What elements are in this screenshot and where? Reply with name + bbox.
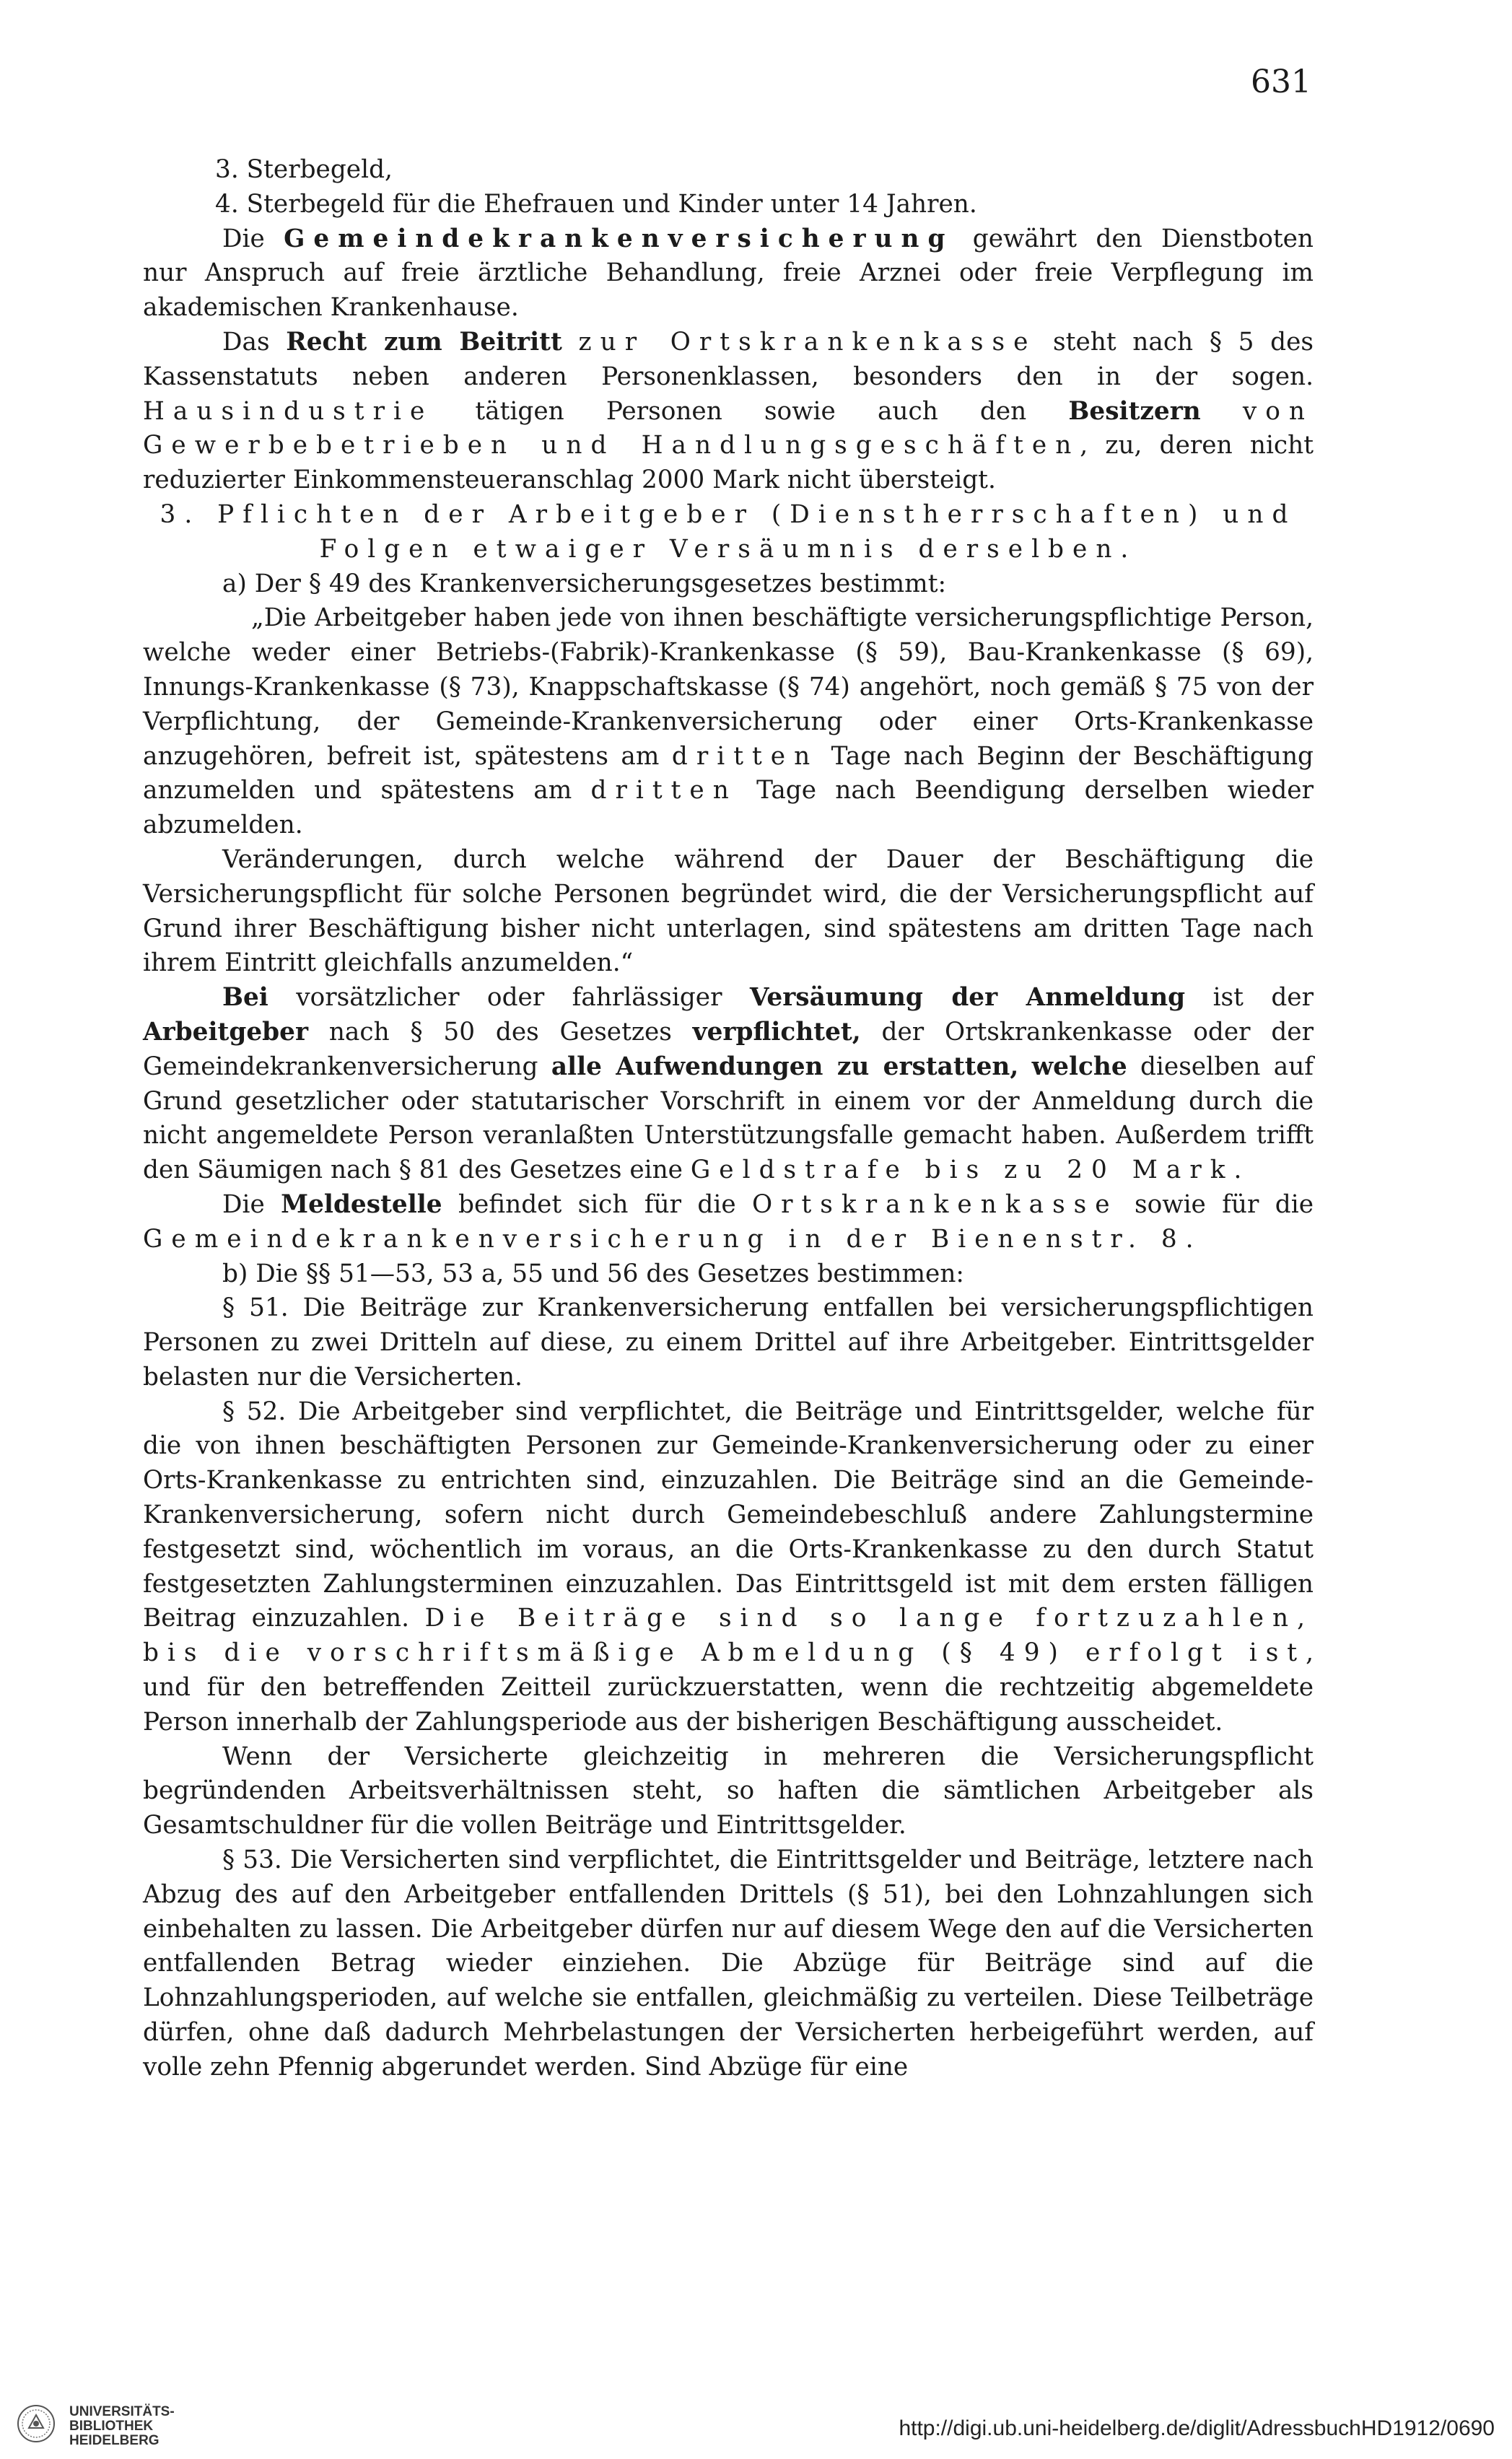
paragraph: § 53. Die Versicherten sind verpflichtet, die Eintrittsgelder und Beiträge, letztere nach Abzug des auf den Arbeitgeber entfallenden Drittels (§ 51), bei den Lohnzahlungen sich einbehalten zu lassen. Die Arbeitgeber dürfen nur auf diesem Wege den auf die Versicherten entfallenden Betrag wieder einziehen. Die Abzüge für Beiträge sind auf die Lohnzahlungsperioden, auf welche sie entfallen, gleichmäßig zu verteilen. Diese Teilbeträge dürfen, ohne daß dadurch Mehrbelastungen der Versicherten herbeigeführt werden, auf volle zehn Pfennig abgerundet werden. Sind Abzüge für eine [143, 1846, 1314, 2082]
bold-term: welche [1031, 1052, 1127, 1081]
text-run: „Die Arbeitgeber haben jede von ihnen beschäftigte versicherungspflichtige Person, welche weder einer Betriebs-(Fabrik)-Krankenkasse (§ 59), Bau-Krankenkasse (§ 69), Innungs-Krankenkasse (§ 73), Knappschaftskasse (§ 74) angehört, noch gemäß § 75 von der Verpflichtung, der Gemeinde-Krankenversicherung oder einer Orts-Krankenkasse anzugehören, befreit ist, spätestens am [143, 603, 1314, 771]
spaced-term: Die Beiträge sind so lange fortzuzahlen, bis die vorschriftsmäßige Abmeldung (§ 49) erfolgt ist [143, 1604, 1314, 1668]
text-line: 4. Sterbegeld für die Ehefrauen und Kinder unter 14 Jahren. [215, 189, 977, 219]
library-name [69, 2405, 175, 2448]
bold-term: Bei [222, 983, 268, 1013]
bold-term: Meldestelle [281, 1189, 442, 1219]
document-body [143, 153, 1314, 2085]
footer [0, 2403, 1512, 2459]
text-run: Tage nach Beendigung derselben wieder abzumelden. [143, 776, 1314, 840]
bold-term: Besitzern [1068, 396, 1201, 426]
text-run: sowie für die [1118, 1189, 1314, 1219]
paragraph: § 51. Die Beiträge zur Krankenversicherung entfallen bei versicherungspflichtigen Personen zu zwei Dritteln auf diese, zu einem Drittel auf ihre Arbeitgeber. Eintrittsgelder belasten nur die Versicherten. [143, 1293, 1314, 1392]
text-run [1018, 1052, 1031, 1081]
text-run: steht nach § 5 des Kassenstatuts neben anderen Personenklassen, besonders den in der sogen. [143, 327, 1314, 391]
university-seal-icon [16, 2403, 56, 2444]
text-run: Die [222, 1189, 281, 1219]
text-run: ist der [1185, 983, 1314, 1013]
page-number: 631 [1251, 64, 1311, 100]
paragraph: Veränderungen, durch welche während der Dauer der Beschäftigung die Versicherungspflicht für solche Personen begründet wird, die der Versicherungspflicht auf Grund ihrer Beschäftigung bisher nicht unterlagen, sind spätestens am dritten Tage nach ihrem Eintritt gleichfalls anzumelden.“ [143, 844, 1314, 978]
paragraph [143, 222, 1314, 326]
text-run: befindet sich für die [442, 1189, 752, 1219]
bold-term: Versäumung der Anmeldung [749, 983, 1186, 1013]
list-item [143, 153, 1314, 188]
paragraph: a) Der § 49 des Krankenversicherungsgesetzes bestimmt: [222, 569, 947, 598]
spaced-term: dritten [671, 741, 819, 771]
spaced-term: Gemeindekrankenversicherung [284, 224, 954, 253]
spaced-term: von Gewerbebetrieben und Handlungsgeschäften [143, 396, 1314, 460]
paragraph [143, 326, 1314, 498]
paragraph [143, 1188, 1314, 1257]
paragraph [143, 981, 1314, 1188]
paragraph: b) Die §§ 51—53, 53 a, 55 und 56 des Gesetzes bestimmen: [222, 1259, 964, 1288]
bold-term: Recht zum Beitritt [286, 327, 562, 357]
bold-term: verpflichtet, [692, 1017, 861, 1047]
text-run: , und für den betreffenden Zeitteil zurückzuerstatten, wenn die rechtzeitig abgemeldete Person innerhalb der Zahlungsperiode aus der bisherigen Beschäftigung ausscheidet. [143, 1638, 1314, 1737]
source-url-link[interactable]: http://digi.ub.uni-heidelberg.de/diglit/AdressbuchHD1912/0690 [899, 2416, 1495, 2440]
text-run: gewährt den Dienstboten nur Anspruch auf freie ärztliche Behandlung, freie Arznei oder freie Verpflegung im akademischen Krankenhause. [143, 224, 1314, 323]
section-heading: 3. Pflichten der Arbeitgeber (Dienstherrschaften) und Folgen etwaiger Versäumnis derselben. [159, 499, 1297, 564]
library-name-line: UNIVERSITÄTS- [69, 2404, 175, 2419]
text-run: § 52. Die Arbeitgeber sind verpflichtet, die Beiträge und Eintrittsgelder, welche für die von ihnen beschäftigten Personen zur Gemeinde-Krankenversicherung oder zu einer Orts-Krankenkasse zu entrichten sind, einzuzahlen. Die Beiträge sind an die Gemeinde-Krankenversicherung, sofern nicht durch Gemeindebeschluß andere Zahlungstermine festgesetzt sind, wöchentlich im voraus, an die Orts-Krankenkasse zu den durch Statut festgesetzten Zahlungsterminen einzuzahlen. Das Eintrittsgeld ist mit dem ersten fälligen Beitrag einzuzahlen. [143, 1397, 1314, 1633]
paragraph [143, 1395, 1314, 1740]
text-run: nach § 50 des Gesetzes [308, 1017, 693, 1047]
paragraph: Wenn der Versicherte gleichzeitig in mehreren die Versicherungspflicht begründenden Arbeitsverhältnissen steht, so haften die sämtlichen Arbeitgeber als Gesamtschuldner für die vollen Beiträge und Eintrittsgelder. [143, 1742, 1314, 1840]
text-run: tätigen Personen sowie auch den [433, 396, 1069, 426]
spaced-term: dritten [590, 776, 738, 805]
library-name-line: HEIDELBERG [69, 2433, 159, 2448]
spaced-term: Gemeindekrankenversicherung in der Bienenstr. 8. [143, 1224, 1202, 1254]
list-item [143, 188, 1314, 222]
spaced-term: Hausindustrie [143, 396, 434, 426]
text-run: Die [222, 224, 284, 253]
text-run: vorsätzlicher oder fahrlässiger [268, 983, 750, 1013]
text-run [562, 328, 579, 357]
bold-term: Arbeitgeber [143, 1017, 309, 1047]
text-run: , zu, deren nicht reduzierter Einkommensteueranschlag 2000 Mark nicht übersteigt. [143, 431, 1314, 495]
text-run [1201, 397, 1243, 426]
bold-term: alle Aufwendungen zu erstatten, [551, 1052, 1019, 1081]
text-run: Das [222, 327, 287, 357]
spaced-term: Geldstrafe bis zu 20 Mark. [690, 1156, 1251, 1185]
text-run: der Ortskrankenkasse oder der Gemeindekrankenversicherung [143, 1017, 1314, 1081]
spaced-term: zur Ortskrankenkasse [578, 327, 1037, 357]
text-run: Tage nach Beginn der Beschäftigung anzumelden und spätestens am [143, 741, 1314, 805]
spaced-term: Ortskrankenkasse [752, 1189, 1119, 1219]
quotation [143, 601, 1314, 843]
text-line: 3. Sterbegeld, [215, 155, 393, 184]
library-name-line: BIBLIOTHEK [69, 2419, 154, 2434]
text-run: dieselben auf Grund gesetzlicher oder statutarischer Vorschrift in einem vor der Anmeldung durch die nicht angemeldete Person veranlaßten Unterstützungsfalle gemacht haben. Außerdem trifft den Säumigen nach § 81 des Gesetzes eine [143, 1052, 1314, 1185]
